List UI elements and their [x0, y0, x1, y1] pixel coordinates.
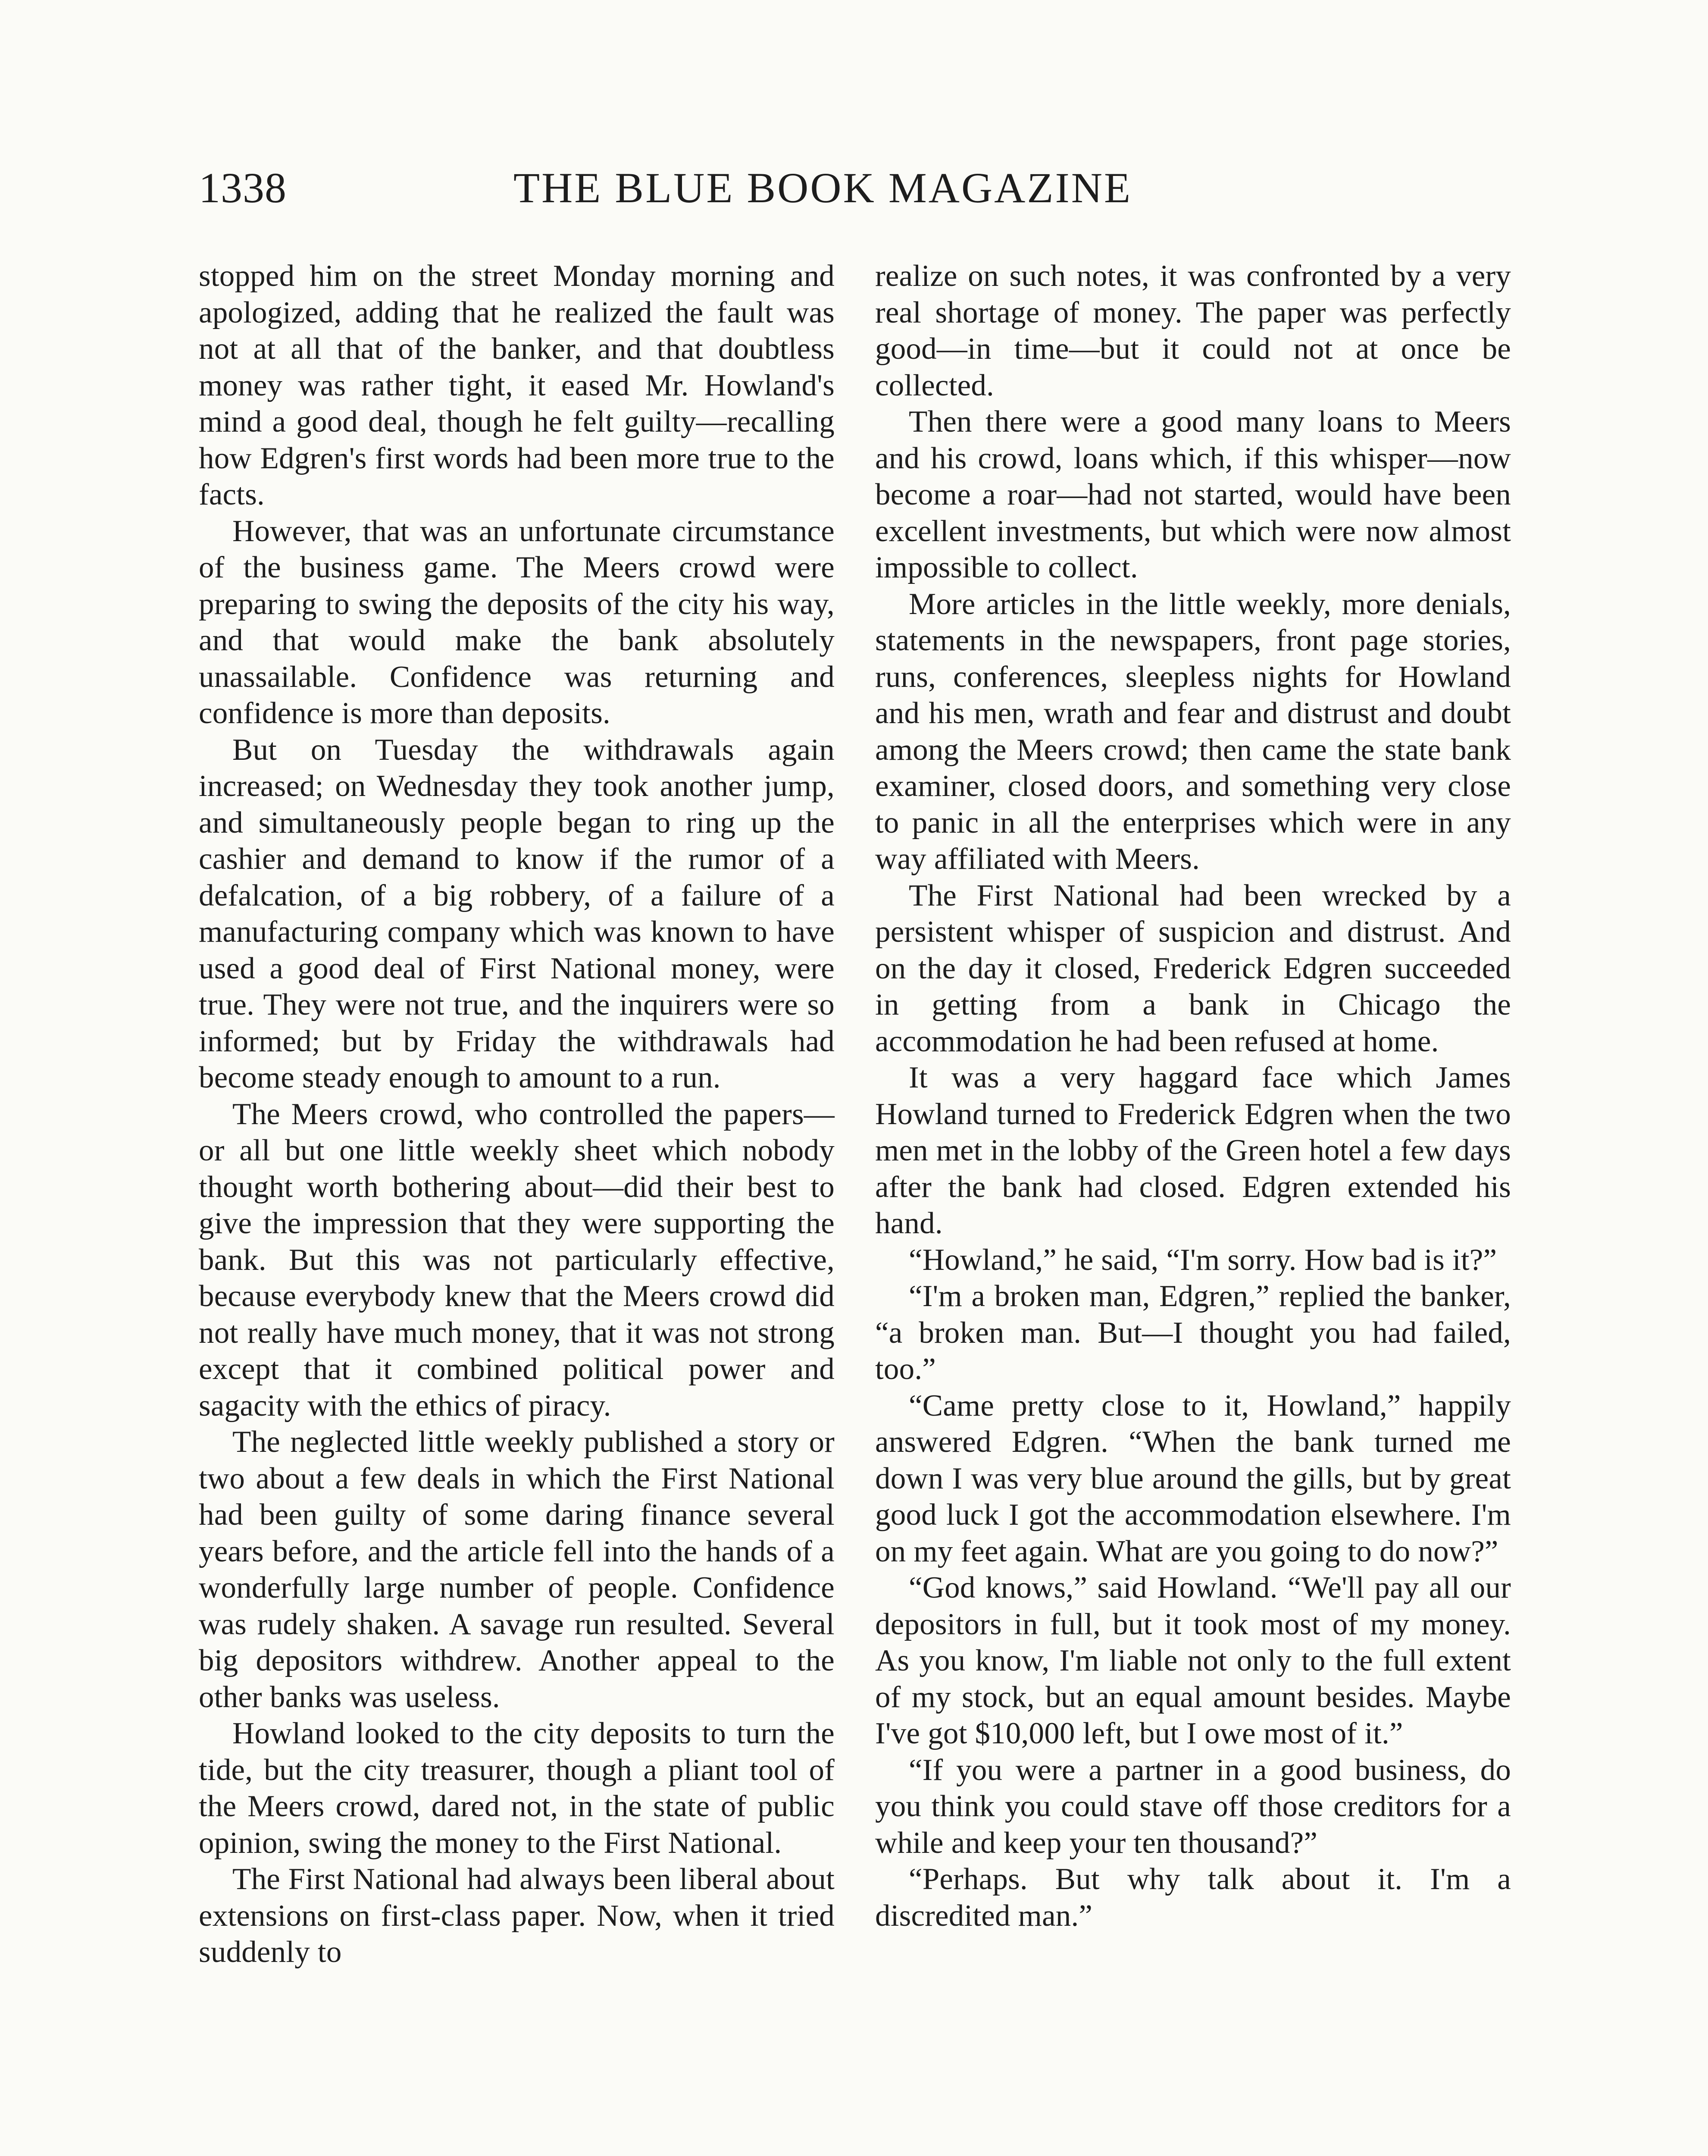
paragraph: “God knows,” said Howland. “We'll pay all our depositors in full, but it took most of my money. As you know, I'm liable not only to the full extent of my stock, but an equal amount besides. Maybe I've got $10,000 left, but I owe most of it.”	[875, 1571, 1511, 1750]
paragraph: Howland looked to the city deposits to turn the tide, but the city treasurer, though a pliant tool of the Meers crowd, dared not, in the state of public opinion, swing the money to the First National.	[199, 1717, 835, 1860]
paragraph: realize on such notes, it was confronted by a very real shortage of money. The paper was perfectly good—in time—but it could not at once be collected.	[875, 259, 1511, 402]
paragraph: Then there were a good many loans to Meers and his crowd, loans which, if this whisper—now become a roar—had not started, would have been excellent investments, but which were now almost impossible to collect.	[875, 405, 1511, 584]
paragraph: The First National had been wrecked by a persistent whisper of suspicion and distrust. And on the day it closed, Frederick Edgren succeeded in getting from a bank in Chicago the accommodation he had been refused at home.	[875, 878, 1511, 1058]
paragraph: “I'm a broken man, Edgren,” replied the banker, “a broken man. But—I thought you had failed, too.”	[875, 1279, 1511, 1386]
paragraph: stopped him on the street Monday morning and apologized, adding that he realized the fault was not at all that of the banker, and that doubtless money was rather tight, it eased Mr. Howland's mind a good deal, though he felt guilty—recalling how Edgren's first words had been more true to the facts.	[199, 259, 835, 511]
paragraph: The First National had always been liberal about extensions on first-class paper. Now, when it tried suddenly to	[199, 1862, 835, 1969]
paragraph: “Came pretty close to it, Howland,” happily answered Edgren. “When the bank turned me down I was very blue around the gills, but by great good luck I got the accommodation elsewhere. I'm on my feet again. What are you going to do now?”	[875, 1388, 1511, 1568]
page-header	[199, 163, 1205, 228]
running-head: THE BLUE BOOK MAGAZINE	[513, 164, 1132, 212]
page-number: 1338	[199, 164, 287, 212]
paragraph: However, that was an unfortunate circumstance of the business game. The Meers crowd were preparing to swing the deposits of the city his way, and that would make the bank absolutely unassailable. Confidence was returning and confidence is more than deposits.	[199, 514, 835, 730]
paragraph: It was a very haggard face which James Howland turned to Frederick Edgren when the two men met in the lobby of the Green hotel a few days after the bank had closed. Edgren extended his hand.	[875, 1061, 1511, 1240]
paragraph: The neglected little weekly published a story or two about a few deals in which the First National had been guilty of some daring finance several years before, and the article fell into the hands of a wonderfully large number of people. Confidence was rudely shaken. A savage run resulted. Several big depositors withdrew. Another appeal to the other banks was useless.	[199, 1425, 835, 1714]
paragraph: “If you were a partner in a good business, do you think you could stave off those creditors for a while and keep your ten thousand?”	[875, 1753, 1511, 1860]
paragraph: But on Tuesday the withdrawals again increased; on Wednesday they took another jump, and simultaneously people began to ring up the cashier and demand to know if the rumor of a defalcation, of a big robbery, of a failure of a manufacturing company which was known to have used a good deal of First National money, were true. They were not true, and the inquirers were so informed; but by Friday the withdrawals had become steady enough to amount to a run.	[199, 733, 835, 1094]
paragraph: The Meers crowd, who controlled the papers—or all but one little weekly sheet which nobody thought worth bothering about—did their best to give the impression that they were supporting the bank. But this was not particularly effective, because everybody knew that the Meers crowd did not really have much money, that it was not strong except that it combined political power and sagacity with the ethics of piracy.	[199, 1097, 835, 1423]
paragraph: “Howland,” he said, “I'm sorry. How bad is it?”	[909, 1243, 1497, 1277]
text-column-right	[875, 258, 1511, 1934]
text-column-left	[199, 258, 835, 1971]
paragraph: More articles in the little weekly, more denials, statements in the newspapers, front page stories, runs, conferences, sleepless nights for Howland and his men, wrath and fear and distrust and doubt among the Meers crowd; then came the state bank examiner, closed doors, and something very close to panic in all the enterprises which were in any way affiliated with Meers.	[875, 587, 1511, 876]
paragraph: “Perhaps. But why talk about it. I'm a discredited man.”	[875, 1862, 1511, 1933]
